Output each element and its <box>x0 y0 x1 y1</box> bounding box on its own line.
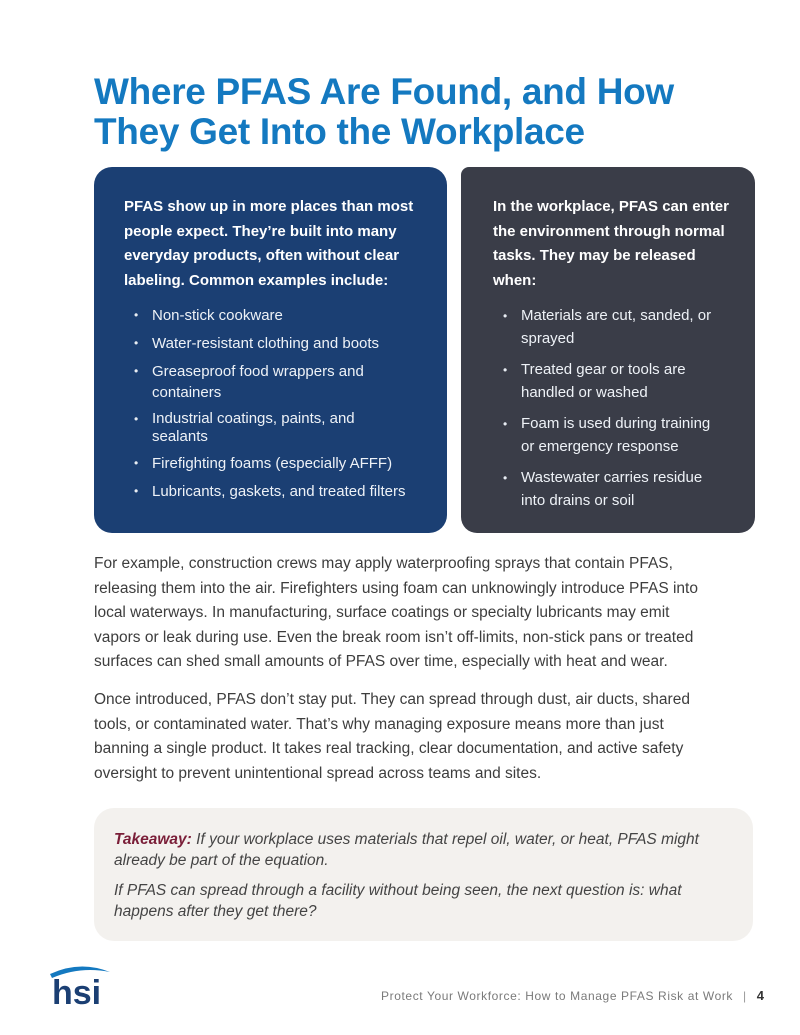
list-item-text: Water-resistant clothing and boots <box>152 335 380 352</box>
list-item-text: Greaseproof food wrappers and containers <box>152 363 364 401</box>
bullet-icon: • <box>503 309 508 323</box>
list-item <box>493 413 721 458</box>
page-footer <box>381 988 764 1003</box>
page-title-line2: They Get Into the Workplace <box>94 111 585 152</box>
list-item-text: Non-stick cookware <box>152 307 283 324</box>
bullet-icon: • <box>134 412 139 426</box>
hsi-logo-icon <box>46 962 116 1010</box>
body-paragraph-examples: For example, construction crews may apply waterproofing sprays that contain PFAS, releasing them into the air. Firefighters using foam can unknowingly introduce PFAS into local waterways. In manufacturing, surface coatings or specialty lubricants may emit vapors or leak during use. Even the break room isn’t off-limits, non-stick pans or treated surfaces can shed small amounts of PFAS over time, especially with heat and wear. <box>94 555 698 670</box>
page-title-line1: Where PFAS Are Found, and How <box>94 71 674 112</box>
products-card <box>94 167 447 533</box>
list-item <box>493 467 721 512</box>
list-item-text: Foam is used during training or emergency response <box>521 415 711 455</box>
page-number: 4 <box>756 988 764 1003</box>
list-item-text: Treated gear or tools are handled or washed <box>521 361 686 401</box>
list-item <box>124 305 412 326</box>
products-list <box>124 305 417 502</box>
bullet-icon: • <box>134 336 139 350</box>
list-item-text: Firefighting foams (especially AFFF) <box>152 455 393 472</box>
hsi-logo <box>46 962 116 1010</box>
page-title <box>94 72 734 152</box>
footer-separator: | <box>743 988 747 1003</box>
bullet-icon: • <box>134 484 139 498</box>
list-item-text: Lubricants, gaskets, and treated filters <box>152 483 406 500</box>
list-item-text: Industrial coatings, paints, and sealants <box>152 410 355 445</box>
bullet-icon: • <box>134 456 139 470</box>
list-item-text: Materials are cut, sanded, or sprayed <box>521 307 712 347</box>
release-list <box>493 305 727 512</box>
bullet-icon: • <box>134 308 139 322</box>
list-item <box>124 410 412 446</box>
list-item <box>124 481 412 502</box>
bullet-icon: • <box>503 417 508 431</box>
takeaway-text-2: If PFAS can spread through a facility without being seen, the next question is: what happens after they get there? <box>114 882 682 920</box>
list-item-text: Wastewater carries residue into drains or soil <box>521 469 703 509</box>
list-item <box>493 305 721 350</box>
bullet-icon: • <box>134 364 139 378</box>
takeaway-label: Takeaway: <box>114 831 192 848</box>
release-card <box>461 167 755 533</box>
bullet-icon: • <box>503 471 508 485</box>
bullet-icon: • <box>503 363 508 377</box>
list-item <box>124 333 412 354</box>
hsi-logo-text: hsi <box>52 974 102 1010</box>
body-paragraph-spread: Once introduced, PFAS don’t stay put. They can spread through dust, air ducts, shared tools, or contaminated water. That’s why managing exposure means more than just banning a single product. It takes real tracking, clear documentation, and active safety oversight to prevent unintentional spread across teams and sites. <box>94 691 690 782</box>
products-card-intro: PFAS show up in more places than most people expect. They’re built into many everyday products, often without clear labeling. Common examples include: <box>124 198 414 289</box>
list-item <box>124 361 412 403</box>
list-item <box>493 359 721 404</box>
footer-doc-title: Protect Your Workforce: How to Manage PFAS Risk at Work <box>381 988 734 1003</box>
takeaway-text-1 <box>114 830 734 871</box>
takeaway-text-1-body: If your workplace uses materials that repel oil, water, or heat, PFAS might already be part of the equation. <box>114 831 699 869</box>
takeaway-box <box>94 808 753 941</box>
list-item <box>124 453 412 474</box>
release-card-intro: In the workplace, PFAS can enter the environment through normal tasks. They may be released when: <box>493 198 729 289</box>
